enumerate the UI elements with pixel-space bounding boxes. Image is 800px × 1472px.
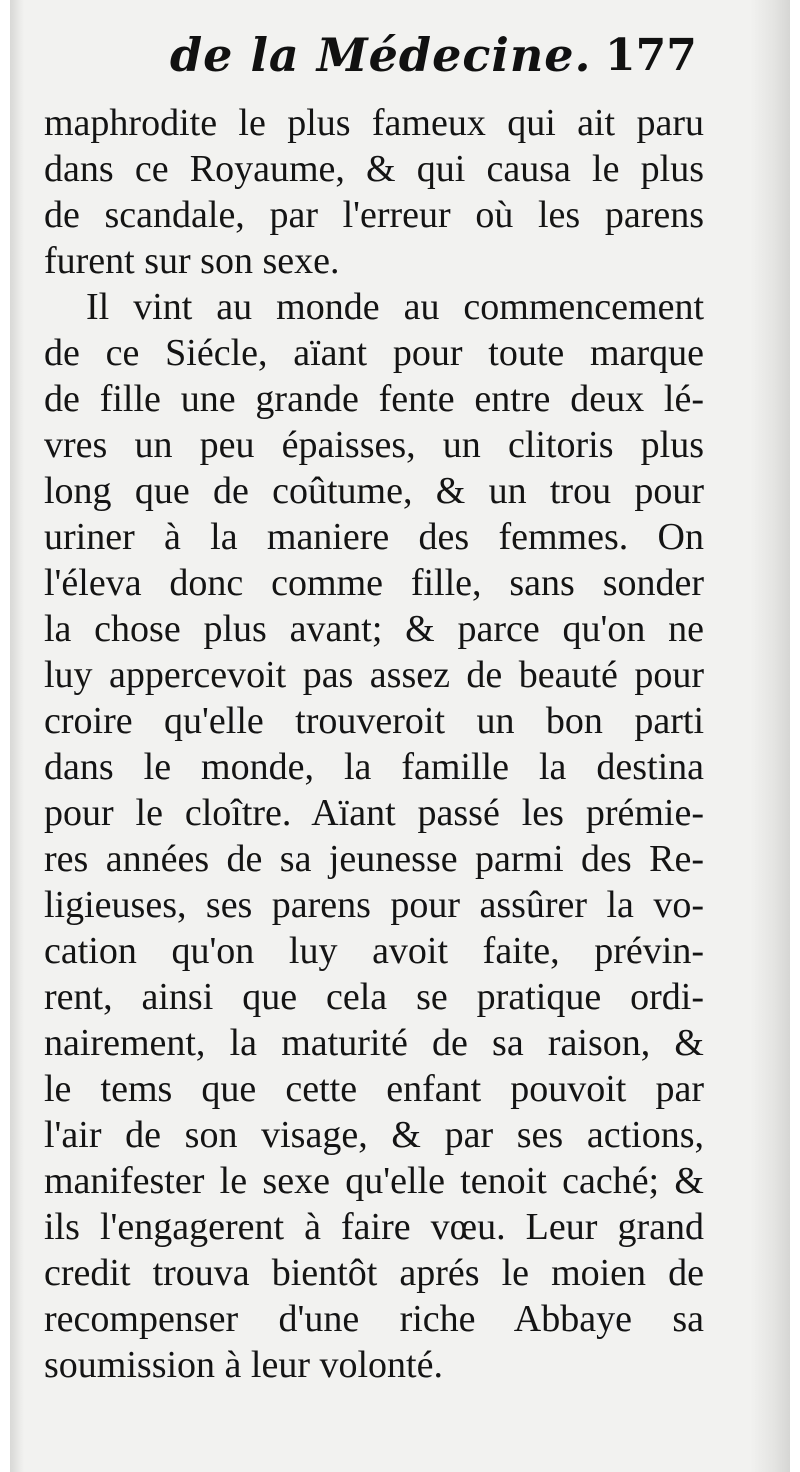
text-line: de fille une grande fente entre deux lé-: [44, 378, 704, 420]
page-edge-shadow: [750, 0, 790, 1472]
text-line: recompenser d'une riche Abbaye sa: [44, 1298, 704, 1340]
text-line: le tems que cette enfant pouvoit par: [44, 1068, 704, 1110]
text-line: long que de coûtume, & un trou pour: [44, 470, 704, 512]
text-line: furent sur son sexe.: [44, 240, 340, 282]
paragraph-start-line: Il vint au monde au commencement: [86, 286, 704, 328]
text-line: croire qu'elle trouveroit un bon parti: [44, 700, 704, 742]
text-line: de scandale, par l'erreur où les parens: [44, 194, 704, 236]
text-line: dans le monde, la famille la destina: [44, 746, 704, 788]
page-gutter-shadow: [10, 0, 24, 1472]
running-head: [10, 28, 790, 98]
text-line: uriner à la maniere des femmes. On: [44, 516, 704, 558]
text-line: cation qu'on luy avoit faite, prévin-: [44, 930, 704, 972]
text-line: maphrodite le plus fameux qui ait paru: [44, 102, 704, 144]
text-line: ils l'engagerent à faire vœu. Leur grand: [44, 1206, 704, 1248]
book-page: [10, 0, 790, 1472]
text-line: res années de sa jeunesse parmi des Re-: [44, 838, 704, 880]
text-line: manifester le sexe qu'elle tenoit caché; &: [44, 1160, 704, 1202]
text-line: dans ce Royaume, & qui causa le plus: [44, 148, 704, 190]
text-line: l'éleva donc comme fille, sans sonder: [44, 562, 704, 604]
text-line: la chose plus avant; & parce qu'on ne: [44, 608, 704, 650]
text-line: soumission à leur volonté.: [44, 1344, 443, 1386]
text-line: vres un peu épaisses, un clitoris plus: [44, 424, 704, 466]
text-line: ligieuses, ses parens pour assûrer la vo-: [44, 884, 704, 926]
text-line: l'air de son visage, & par ses actions,: [44, 1114, 704, 1156]
text-line: rent, ainsi que cela se pratique ordi-: [44, 976, 704, 1018]
text-line: nairement, la maturité de sa raison, &: [44, 1022, 704, 1064]
body-text: [44, 100, 704, 1388]
text-line: luy appercevoit pas assez de beauté pour: [44, 654, 704, 696]
text-line: credit trouva bientôt aprés le moien de: [44, 1252, 704, 1294]
text-line: de ce Siécle, aïant pour toute marque: [44, 332, 704, 374]
running-title: de la Médecine.: [170, 28, 592, 82]
text-line: pour le cloître. Aïant passé les prémie-: [44, 792, 704, 834]
page-number: 177: [605, 30, 697, 81]
